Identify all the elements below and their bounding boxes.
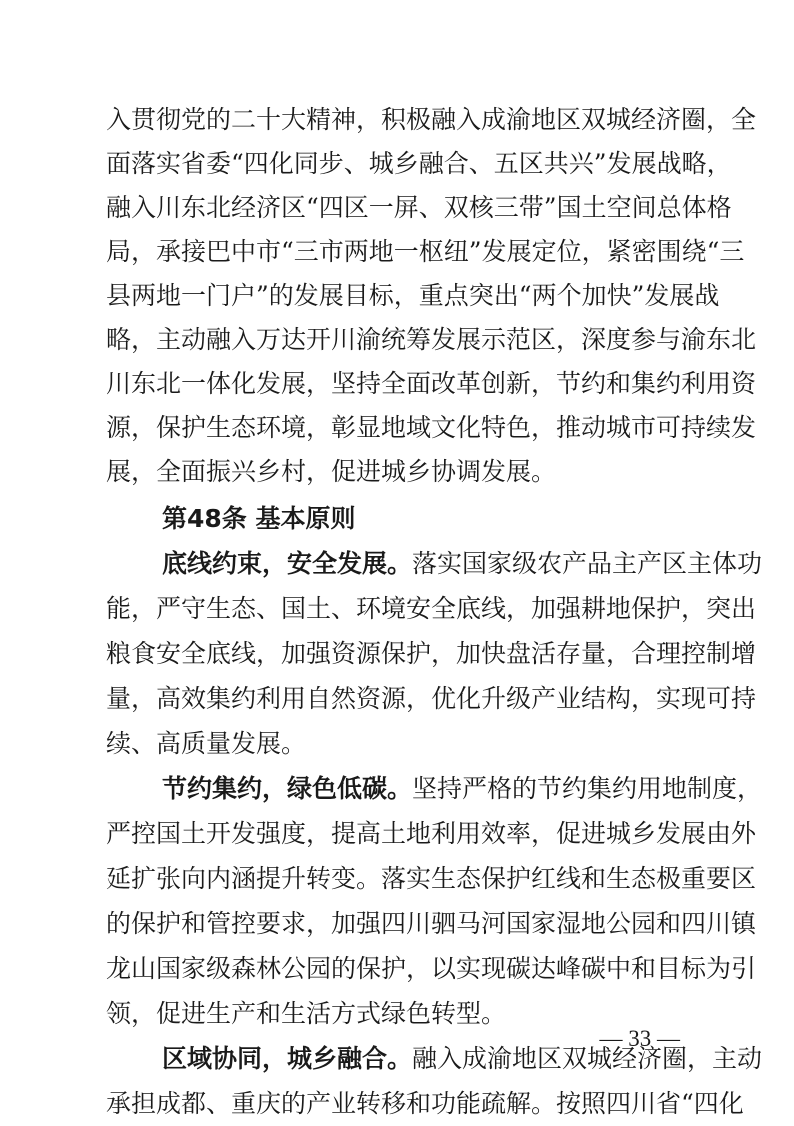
principle-first-line [162,542,763,586]
body-text-line: 面落实省委“四化同步、城乡融合、五区共兴”发展战略， [106,149,732,178]
page-number: — 33 — [599,1026,680,1051]
body-text-line: 粮食安全底线，加强资源保护，加快盘活存量，合理控制增 [106,639,757,668]
body-text-line: 龙山国家级森林公园的保护，以实现碳达峰碳中和目标为引 [106,954,757,983]
principle-text: 融入成渝地区双城经济圈，主动 [412,1044,763,1073]
article-heading: 第48条 基本原则 [162,504,356,533]
principle-first-line [162,767,763,811]
body-text-line: 局，承接巴中市“三市两地一枢纽”发展定位，紧密围绕“三 [106,237,745,266]
body-text-line: 入贯彻党的二十大精神，积极融入成渝地区双城经济圈，全 [106,105,757,134]
body-text-line: 量，高效集约利用自然资源，优化升级产业结构，实现可持 [106,684,757,713]
principle-text: 落实国家级农产品主产区主体功 [412,549,763,578]
principle-title: 底线约束，安全发展。 [162,549,413,578]
body-text-line: 源，保护生态环境，彰显地域文化特色，推动城市可持续发 [106,413,757,442]
principle-title: 节约集约，绿色低碳。 [162,774,413,803]
body-text-line: 承担成都、重庆的产业转移和功能疏解。按照四川省“四化 [106,1089,744,1118]
body-text-line: 的保护和管控要求，加强四川驷马河国家湿地公园和四川镇 [106,909,757,938]
body-text-line: 略，主动融入万达开川渝统筹发展示范区，深度参与渝东北 [106,325,757,354]
body-text-line: 融入川东北经济区“四区一屏、双核三带”国土空间总体格 [106,193,732,222]
body-text-line: 严控国土开发强度，提高土地利用效率，促进城乡发展由外 [106,819,757,848]
body-text-line: 领，促进生产和生活方式绿色转型。 [106,999,507,1028]
principle-text: 坚持严格的节约集约用地制度， [412,774,763,803]
body-text-line: 延扩张向内涵提升转变。落实生态保护红线和生态极重要区 [106,864,757,893]
body-text-line: 川东北一体化发展，坚持全面改革创新，节约和集约利用资 [106,369,757,398]
body-text-line: 能，严守生态、国土、环境安全底线，加强耕地保护，突出 [106,594,757,623]
principle-title: 区域协同，城乡融合。 [162,1044,413,1073]
body-text-line: 县两地一门户”的发展目标，重点突出“两个加快”发展战 [106,281,720,310]
body-text-line: 续、高质量发展。 [106,729,307,758]
body-text-line: 展，全面振兴乡村，促进城乡协调发展。 [106,457,557,486]
